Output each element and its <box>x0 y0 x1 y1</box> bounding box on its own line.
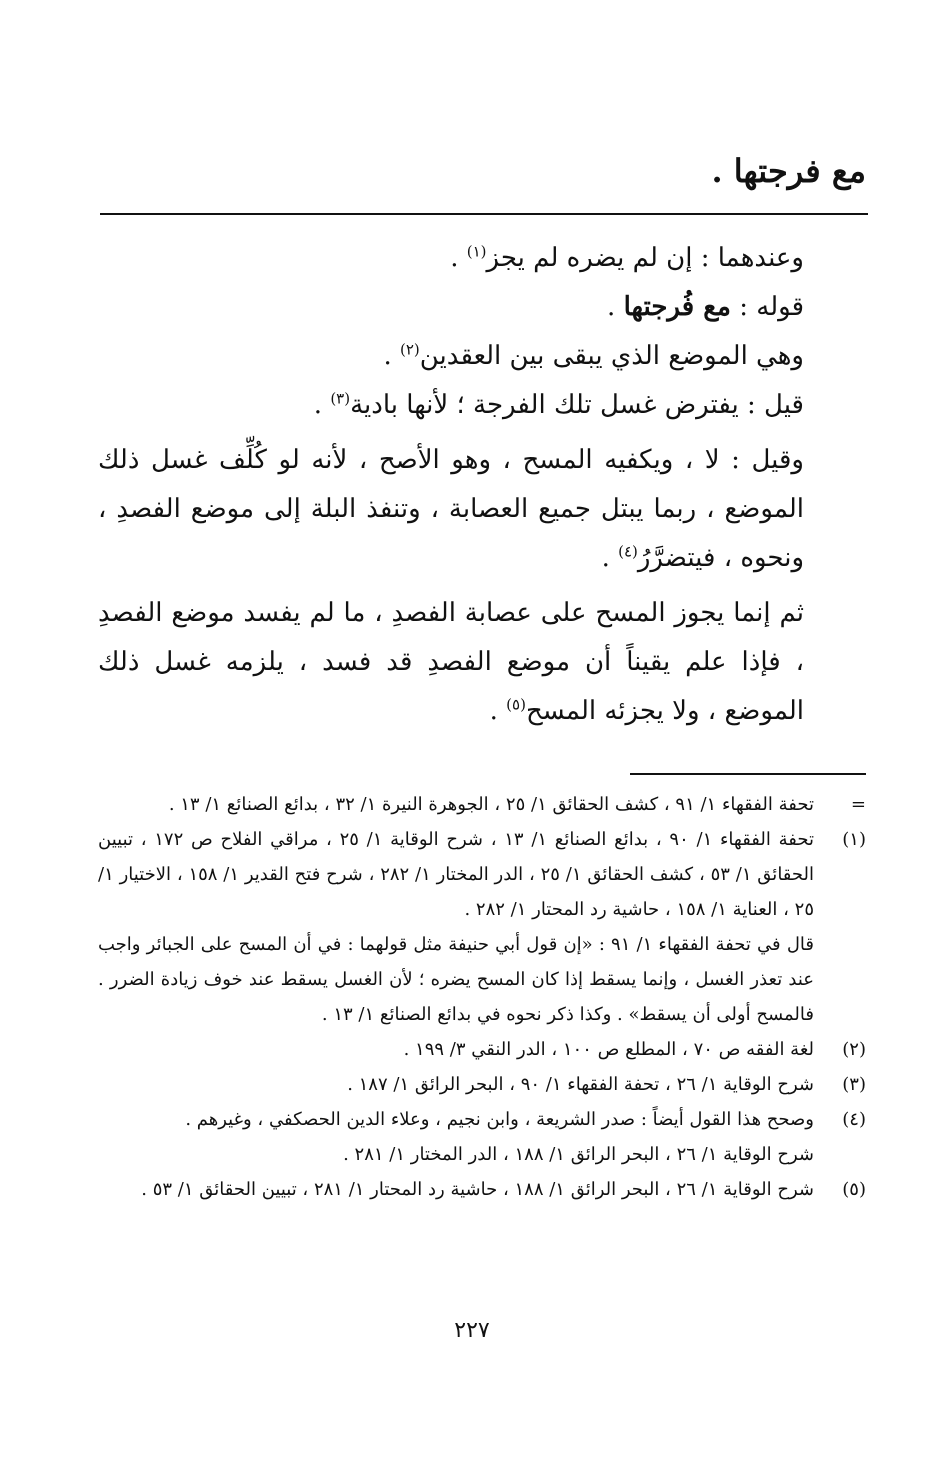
paragraph-5 <box>98 436 866 583</box>
footnote-divider <box>630 773 866 775</box>
paragraph-2 <box>98 283 866 332</box>
header-divider <box>100 213 868 215</box>
page-number: ٢٢٧ <box>454 1318 490 1343</box>
footnote-4 <box>98 1102 866 1172</box>
footnote-marker: (١) <box>842 829 866 850</box>
footnote-3 <box>98 1067 866 1102</box>
paragraph-1 <box>98 234 866 283</box>
footnote-line: لغة الفقه ص ٧٠ ، المطلع ص ١٠٠ ، الدر النقي ٣/ ١٩٩ . <box>403 1039 814 1060</box>
paragraph-6 <box>98 589 866 736</box>
paragraph-6-end: . <box>489 696 507 726</box>
footnote-line: شرح الوقاية ١/ ٢٦ ، تحفة الفقهاء ١/ ٩٠ ، البحر الرائق ١/ ١٨٧ . <box>347 1074 814 1095</box>
footnote-marker: (٢) <box>842 1039 866 1060</box>
footnote-line: شرح الوقاية ١/ ٢٦ ، البحر الرائق ١/ ١٨٨ ، الدر المختار ١/ ٢٨١ . <box>343 1144 814 1165</box>
footnote-ref-3[interactable]: (٣) <box>330 389 351 408</box>
footnote-marker: (٤) <box>842 1109 866 1130</box>
paragraph-6-text: ثم إنما يجوز المسح على عصابة الفصدِ ، ما لم يفسد موضع الفصدِ ، فإذا علم يقيناً أن موضع الفصدِ قد فسد ، يلزمه غسل ذلك الموضع ، ولا يجزئه المسح <box>98 598 804 726</box>
running-header: مع فرجتها . <box>711 152 866 190</box>
paragraph-4 <box>98 381 866 430</box>
paragraph-1-text: وعندهما : إن لم يضره لم يجز <box>486 243 804 273</box>
footnote-marker: = <box>850 794 866 815</box>
footnote-continued <box>98 787 866 822</box>
paragraph-2-bold-quote: مع فُرجتها <box>623 292 731 322</box>
footnotes <box>98 787 866 1207</box>
paragraph-2-end: . <box>607 292 624 322</box>
paragraph-3-end: . <box>383 341 400 371</box>
footnote-5 <box>98 1172 866 1207</box>
paragraph-2-prefix: قوله : <box>730 292 804 322</box>
main-body <box>98 234 866 736</box>
paragraph-3-text: وهي الموضع الذي يبقى بين العقدين <box>419 341 804 371</box>
footnote-line: تحفة الفقهاء ١/ ٩٠ ، بدائع الصنائع ١/ ١٣ ، شرح الوقاية ١/ ٢٥ ، مراقي الفلاح ص ١٧٢ ، تبيين الحقائق ١/ ٥٣ ، كشف الحقائق ١/ ٢٥ ، الدر المختار ١/ ٢٨٢ ، شرح فتح القدير ١/ ١٥٨ ، الاختيار ١/ ٢٥ ، العناية ١/ ١٥٨ ، حاشية رد المحتار ١/ ٢٨٢ . <box>98 829 815 920</box>
paragraph-3 <box>98 332 866 381</box>
footnote-1 <box>98 822 866 1032</box>
footnote-line: قال في تحفة الفقهاء ١/ ٩١ : «إن قول أبي حنيفة مثل قولهما : في أن المسح على الجبائر واجب عند تعذر الغسل ، وإنما يسقط إذا كان المسح يضره ؛ لأن الغسل يسقط عند خوف زيادة الضرر . فالمسح أولى أن يسقط» . وكذا ذكر نحوه في بدائع الصنائع ١/ ١٣ . <box>98 934 814 1025</box>
footnote-ref-4[interactable]: (٤) <box>618 542 638 561</box>
footnote-ref-5[interactable]: (٥) <box>506 695 526 714</box>
footnote-ref-1[interactable]: (١) <box>466 242 487 261</box>
footnote-marker: (٣) <box>842 1074 866 1095</box>
footnote-2 <box>98 1032 866 1067</box>
footnote-line: تحفة الفقهاء ١/ ٩١ ، كشف الحقائق ١/ ٢٥ ، الجوهرة النيرة ١/ ٣٢ ، بدائع الصنائع ١/ ١٣ . <box>168 794 814 815</box>
paragraph-1-end: . <box>450 243 467 273</box>
footnote-line: شرح الوقاية ١/ ٢٦ ، البحر الرائق ١/ ١٨٨ ، حاشية رد المحتار ١/ ٢٨١ ، تبيين الحقائق ١/ ٥٣ . <box>141 1179 814 1200</box>
paragraph-4-text: قيل : يفترض غسل تلك الفرجة ؛ لأنها بادية <box>350 390 804 420</box>
footnote-marker: (٥) <box>842 1179 866 1200</box>
paragraph-5-end: . <box>601 543 619 573</box>
footnote-ref-2[interactable]: (٢) <box>399 340 420 359</box>
paragraph-4-end: . <box>313 390 331 420</box>
footnote-line: وصحح هذا القول أيضاً : صدر الشريعة ، وابن نجيم ، وعلاء الدين الحصكفي ، وغيرهم . <box>185 1109 814 1130</box>
paragraph-5-text: وقيل : لا ، ويكفيه المسح ، وهو الأصح ، لأنه لو كُلِّف غسل ذلك الموضع ، ربما يبتل جميع العصابة ، وتنفذ البلة إلى موضع الفصدِ ، ونحوه ، فيتضرَّرُ <box>98 445 804 573</box>
